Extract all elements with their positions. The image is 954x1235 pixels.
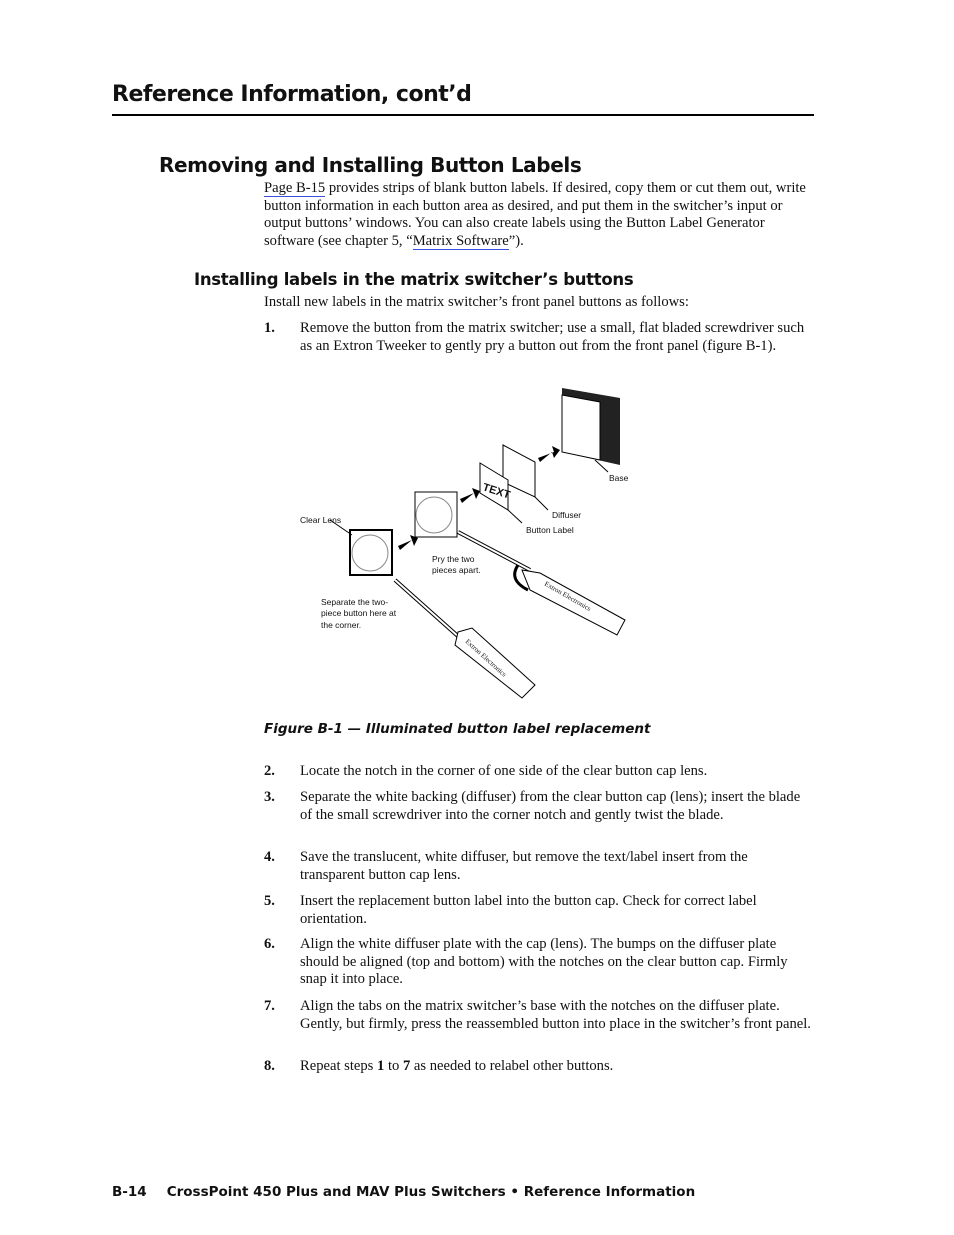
step-7 [264, 998, 812, 1033]
step-text: Remove the button from the matrix switcher; use a small, flat bladed screwdriver such as an Extron Tweeker to gently pry a button out from the front panel (figure B-1). [300, 320, 805, 354]
intro-text-end: ”). [508, 232, 524, 249]
footer-title: CrossPoint 450 Plus and MAV Plus Switchers • Reference Information [166, 1184, 696, 1200]
step-3 [264, 789, 812, 824]
page-b15-link[interactable]: Page B-15 [264, 180, 326, 196]
step-number: 6. [264, 936, 275, 952]
section-title: Removing and Installing Button Labels [159, 153, 582, 177]
step-text: Separate the white backing (diffuser) from the clear button cap (lens); insert the blade of the small screwdriver into the corner notch and gently twist the blade. [300, 789, 801, 823]
screwdriver-icon [458, 532, 625, 635]
step-number: 5. [264, 893, 275, 909]
label-separate: Separate the two- [321, 597, 389, 607]
step-number: 2. [264, 763, 275, 779]
step-text: Locate the notch in the corner of one side of the clear button cap lens. [300, 763, 708, 779]
subsection-title: Installing labels in the matrix switcher’s buttons [194, 270, 634, 289]
label-text-sample: TEXT [481, 481, 512, 502]
lens-illustration-1 [330, 520, 392, 575]
page-number: B-14 [112, 1184, 147, 1200]
screwdriver-brand: Extron Electronics [463, 637, 508, 679]
label-clear-lens: Clear Lens [300, 515, 342, 525]
label-separate: the corner. [321, 620, 362, 630]
label-diffuser: Diffuser [552, 510, 582, 520]
step-number: 8. [264, 1058, 275, 1074]
step-text: Repeat steps 1 to 7 as needed to relabel other buttons. [300, 1058, 614, 1074]
label-base: Base [609, 473, 629, 483]
subsection-intro: Install new labels in the matrix switcher’s front panel buttons as follows: [264, 294, 689, 310]
step-text: Align the white diffuser plate with the cap (lens). The bumps on the diffuser plate should be aligned (top and bottom) with the notches on the clear button cap. Firmly snap it into place. [300, 936, 788, 988]
step-number: 4. [264, 849, 275, 865]
step-1 [264, 320, 812, 355]
step-8 [264, 1058, 812, 1076]
step-number: 7. [264, 998, 275, 1014]
step-2 [264, 763, 812, 781]
step-text: Save the translucent, white diffuser, but remove the text/label insert from the transparent button cap lens. [300, 849, 748, 883]
label-pry: Pry the two [432, 554, 475, 564]
step-text: Align the tabs on the matrix switcher’s base with the notches on the diffuser plate. Gently, but firmly, press the reassembled button into place in the switcher’s front panel. [300, 998, 811, 1032]
step-text: Insert the replacement button label into the button cap. Check for correct label orientation. [300, 893, 757, 927]
page-header-title: Reference Information, cont’d [112, 82, 472, 107]
lens-illustration-2 [415, 492, 457, 537]
screwdriver-brand: Extron Electronics [543, 579, 593, 613]
matrix-software-link[interactable]: Matrix Software [412, 232, 509, 249]
diffuser-illustration [503, 445, 548, 510]
base-illustration [562, 388, 620, 472]
figure-caption: Figure B-1 — Illuminated button label replacement [264, 721, 651, 737]
step-4 [264, 849, 812, 884]
label-button-label: Button Label [526, 525, 574, 535]
screwdriver-icon [395, 580, 535, 698]
step-5 [264, 893, 812, 928]
section-intro [264, 180, 812, 250]
button-replacement-figure [290, 380, 640, 710]
step-number: 3. [264, 789, 275, 805]
header-rule [112, 114, 814, 116]
page-footer [112, 1184, 695, 1200]
label-pry: pieces apart. [432, 565, 481, 575]
step-number: 1. [264, 320, 275, 336]
step-6 [264, 936, 812, 989]
label-separate: piece button here at [321, 608, 397, 618]
intro-text: provides strips of blank button labels. If desired, copy them or cut them out, write button information in each button area as desired, and put them in the switcher’s input or output buttons’ windows. You can also create labels using the Button Label Generator software (see chapter 5, “ [264, 180, 806, 249]
